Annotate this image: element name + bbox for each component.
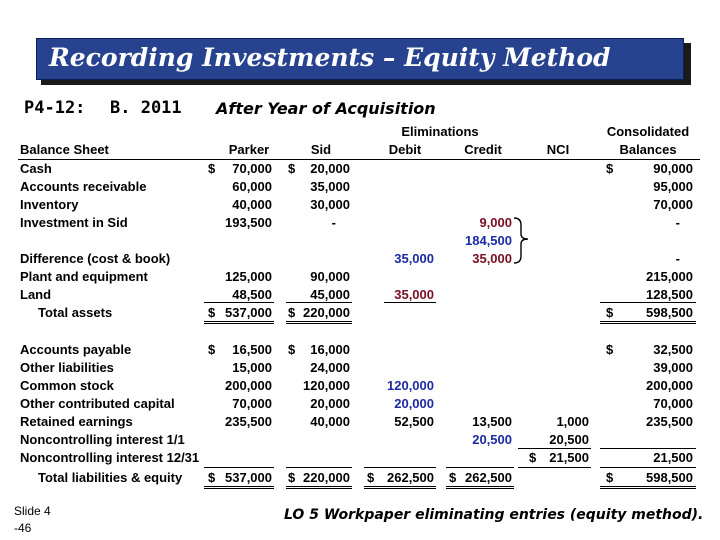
debit-land: 35,000 <box>394 287 434 302</box>
cons-nci-rule <box>600 448 696 449</box>
credit-nci-1-1: 20,500 <box>472 432 512 447</box>
cons-le-rule <box>600 467 696 468</box>
cons-occ: 70,000 <box>653 396 693 411</box>
cons-nci-12-31: 21,500 <box>653 450 693 465</box>
problem-label: P4-12: <box>24 98 86 118</box>
row-label-total-liabilities-equity: Total liabilities & equity <box>38 470 183 485</box>
nci-subtotal-rule <box>518 448 591 449</box>
header-consolidated: Consolidated <box>606 124 690 139</box>
parker-dollar: $ <box>208 305 216 320</box>
slide-number-line2: -46 <box>14 521 32 535</box>
sid-ar: 35,000 <box>310 179 350 194</box>
sid-land: 45,000 <box>310 287 350 302</box>
cons-cash: 90,000 <box>653 161 693 176</box>
sid-total-assets: 220,000 <box>303 305 350 320</box>
sid-subtotal-rule <box>286 302 352 303</box>
learning-objective: LO 5 Workpaper eliminating entries (equity method). <box>284 507 704 523</box>
parker-occ: 70,000 <box>232 396 272 411</box>
cons-plant: 215,000 <box>646 269 693 284</box>
parker-common: 200,000 <box>225 378 272 393</box>
header-credit: Credit <box>464 142 502 157</box>
parker-total-rule <box>204 321 274 324</box>
row-label-accounts-receivable: Accounts receivable <box>20 179 147 194</box>
header-parker: Parker <box>228 142 270 157</box>
row-label-cash: Cash <box>20 161 52 176</box>
sid-other-liab: 24,000 <box>310 360 350 375</box>
cons-total-rule <box>600 321 696 324</box>
nci-12-31: 21,500 <box>549 450 589 465</box>
sid-le-total-rule <box>286 486 352 489</box>
debit-le-total-rule <box>364 486 436 489</box>
cons-inventory: 70,000 <box>653 197 693 212</box>
credit-le-rule <box>446 467 514 468</box>
parker-cash: 70,000 <box>232 161 272 176</box>
header-underline <box>18 159 700 160</box>
sid-dollar: $ <box>288 161 296 176</box>
sid-dollar: $ <box>288 342 296 357</box>
cons-ap: 32,500 <box>653 342 693 357</box>
credit-le-total-rule <box>446 486 514 489</box>
parker-le-rule <box>204 467 274 468</box>
sid-investment: - <box>331 215 336 230</box>
cons-total-le: 598,500 <box>646 470 693 485</box>
sid-re: 40,000 <box>310 414 350 429</box>
debit-difference: 35,000 <box>394 251 434 266</box>
parker-le-total-rule <box>204 486 274 489</box>
parker-dollar: $ <box>208 161 216 176</box>
debit-total: 262,500 <box>387 470 434 485</box>
parker-inventory: 40,000 <box>232 197 272 212</box>
parker-other-liab: 15,000 <box>232 360 272 375</box>
nci-1-1: 20,500 <box>549 432 589 447</box>
header-balances: Balances <box>619 142 677 157</box>
part-label: B. 2011 <box>110 98 182 118</box>
bracket-icon <box>512 216 532 266</box>
credit-re: 13,500 <box>472 414 512 429</box>
cons-re: 235,500 <box>646 414 693 429</box>
after-year-label: After Year of Acquisition <box>216 99 436 118</box>
slide-number <box>14 503 51 537</box>
header-debit: Debit <box>388 142 422 157</box>
parker-total-assets: 537,000 <box>225 305 272 320</box>
cons-dollar: $ <box>606 342 614 357</box>
credit-investment-2: 184,500 <box>465 233 512 248</box>
row-label-nci-1-1: Noncontrolling interest 1/1 <box>20 432 185 447</box>
row-label-land: Land <box>20 287 52 302</box>
credit-total: 262,500 <box>465 470 512 485</box>
parker-total-le: 537,000 <box>225 470 272 485</box>
cons-dollar: $ <box>606 161 614 176</box>
row-label-investment-in-sid: Investment in Sid <box>20 215 128 230</box>
row-label-accounts-payable: Accounts payable <box>20 342 132 357</box>
cons-investment: - <box>675 215 680 230</box>
cons-subtotal-rule <box>600 302 696 303</box>
sid-total-le: 220,000 <box>303 470 350 485</box>
cons-dollar: $ <box>606 470 614 485</box>
cons-land: 128,500 <box>646 287 693 302</box>
nci-re: 1,000 <box>556 414 589 429</box>
parker-ap: 16,500 <box>232 342 272 357</box>
debit-le-rule <box>364 467 436 468</box>
row-label-other-liabilities: Other liabilities <box>20 360 114 375</box>
sid-dollar: $ <box>288 470 296 485</box>
credit-difference: 35,000 <box>472 251 512 266</box>
credit-investment-1: 9,000 <box>479 215 512 230</box>
sid-common: 120,000 <box>303 378 350 393</box>
sid-inventory: 30,000 <box>310 197 350 212</box>
row-label-plant-equipment: Plant and equipment <box>20 269 148 284</box>
header-eliminations: Eliminations <box>401 124 479 139</box>
row-label-difference: Difference (cost & book) <box>20 251 171 266</box>
parker-land: 48,500 <box>232 287 272 302</box>
row-label-nci-12-31: Noncontrolling interest 12/31 <box>20 450 200 465</box>
nci-dollar: $ <box>529 450 537 465</box>
parker-ar: 60,000 <box>232 179 272 194</box>
header-nci: NCI <box>546 142 570 157</box>
slide-number-line1: Slide 4 <box>14 504 51 518</box>
parker-investment: 193,500 <box>225 215 272 230</box>
credit-dollar: $ <box>449 470 457 485</box>
header-balance-sheet: Balance Sheet <box>20 142 109 157</box>
cons-le-total-rule <box>600 486 696 489</box>
row-label-other-contributed-capital: Other contributed capital <box>20 396 175 411</box>
sid-plant: 90,000 <box>310 269 350 284</box>
debit-dollar: $ <box>367 470 375 485</box>
debit-common: 120,000 <box>387 378 434 393</box>
parker-plant: 125,000 <box>225 269 272 284</box>
cons-difference: - <box>675 251 680 266</box>
parker-dollar: $ <box>208 342 216 357</box>
parker-dollar: $ <box>208 470 216 485</box>
sid-le-rule <box>286 467 352 468</box>
slide-title: Recording Investments – Equity Method <box>49 43 611 72</box>
cons-total-assets: 598,500 <box>646 305 693 320</box>
nci-le-rule <box>518 467 591 468</box>
sid-total-rule <box>286 321 352 324</box>
sid-cash: 20,000 <box>310 161 350 176</box>
row-label-total-assets: Total assets <box>38 305 113 320</box>
cons-ar: 95,000 <box>653 179 693 194</box>
parker-subtotal-rule <box>204 302 274 303</box>
debit-re: 52,500 <box>394 414 434 429</box>
cons-other-liab: 39,000 <box>653 360 693 375</box>
row-label-common-stock: Common stock <box>20 378 114 393</box>
debit-subtotal-rule <box>384 302 436 303</box>
cons-common: 200,000 <box>646 378 693 393</box>
row-label-inventory: Inventory <box>20 197 79 212</box>
sid-ap: 16,000 <box>310 342 350 357</box>
cons-dollar: $ <box>606 305 614 320</box>
sid-dollar: $ <box>288 305 296 320</box>
row-label-retained-earnings: Retained earnings <box>20 414 133 429</box>
sid-occ: 20,000 <box>310 396 350 411</box>
title-bar <box>36 38 684 80</box>
header-sid: Sid <box>310 142 332 157</box>
parker-re: 235,500 <box>225 414 272 429</box>
debit-occ: 20,000 <box>394 396 434 411</box>
